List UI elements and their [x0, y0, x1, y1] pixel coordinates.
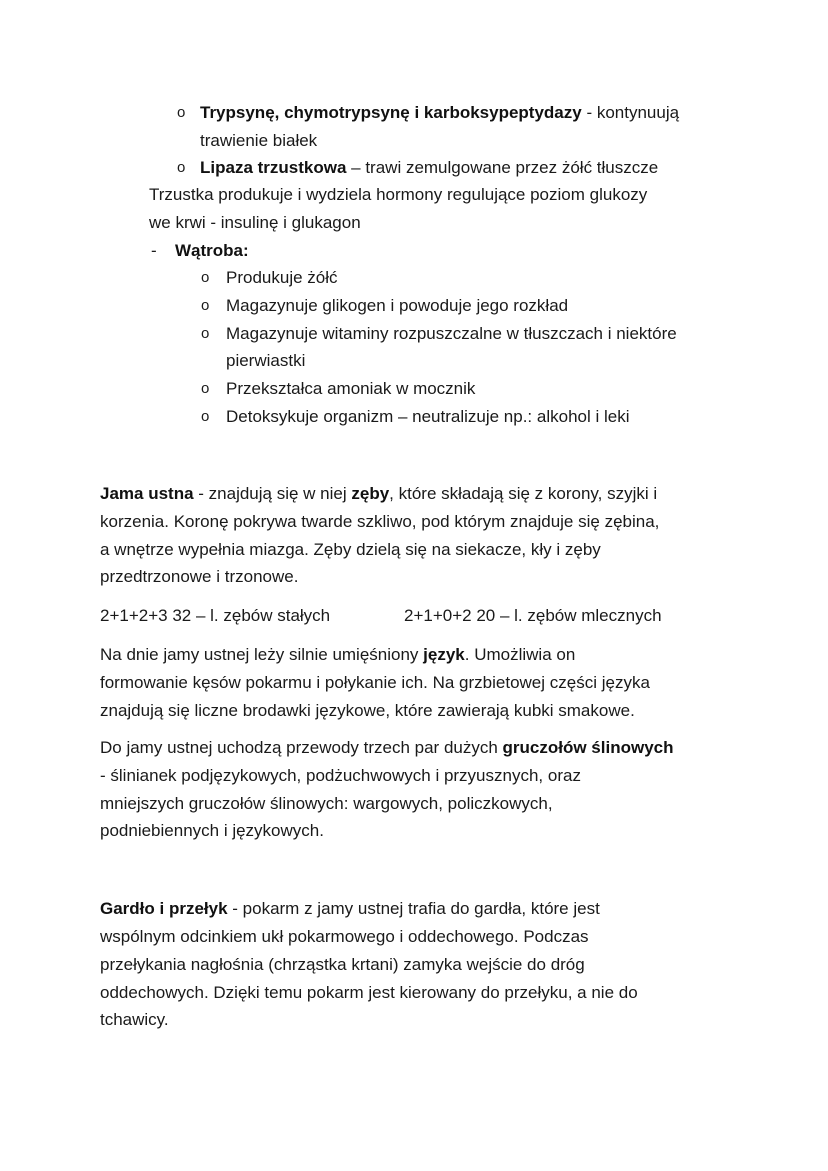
enzyme-desc: – trawi zemulgowane przez żółć tłuszcze: [346, 158, 659, 177]
mouth-line: korzenia. Koronę pokrywa twarde szkliwo, pod którym znajduje się zębina,: [100, 512, 660, 531]
glands-line: - ślinianek podjęzykowych, podżuchwowych i przyusznych, oraz: [100, 766, 581, 785]
pancreas-hormones: we krwi - insulinę i glukagon: [149, 213, 361, 232]
enzyme-item-cont: trawienie białek: [200, 131, 318, 150]
throat-line: oddechowych. Dzięki temu pokarm jest kierowany do przełyku, a nie do: [100, 983, 638, 1002]
text: - pokarm z jamy ustnej trafia do gardła, które jest: [227, 899, 600, 918]
formula-permanent: 2+1+2+3 32 – l. zębów stałych: [100, 606, 331, 625]
enzyme-name: Trypsynę, chymotrypsynę i karboksypeptydazy: [200, 103, 582, 122]
bullet-icon: o: [201, 297, 210, 314]
throat-line: tchawicy.: [100, 1010, 169, 1029]
text: Na dnie jamy ustnej leży silnie umięśniony: [100, 645, 424, 664]
text: , które składają się z korony, szyjki i: [389, 484, 658, 503]
mouth-line: a wnętrze wypełnia miazga. Zęby dzielą się na siekacze, kły i zęby: [100, 540, 601, 559]
enzyme-name: Lipaza trzustkowa: [200, 158, 347, 177]
throat-paragraph: [100, 895, 600, 923]
liver-item: Detoksykuje organizm – neutralizuje np.: alkohol i leki: [226, 407, 630, 426]
dash-bullet: -: [151, 241, 157, 260]
liver-title: Wątroba:: [175, 241, 249, 260]
text: . Umożliwia on: [464, 645, 576, 664]
throat-title: Gardło i przełyk: [100, 899, 228, 918]
pancreas-hormones: Trzustka produkuje i wydziela hormony regulujące poziom glukozy: [149, 185, 648, 204]
teeth-term: zęby: [351, 484, 390, 503]
throat-line: przełykania nagłośnia (chrząstka krtani) zamyka wejście do dróg: [100, 955, 585, 974]
enzyme-desc: - kontynuują: [581, 103, 680, 122]
bullet-icon: o: [177, 104, 186, 121]
tongue-line: znajdują się liczne brodawki językowe, które zawierają kubki smakowe.: [100, 701, 635, 720]
mouth-title: Jama ustna: [100, 484, 194, 503]
bullet-icon: o: [177, 159, 186, 176]
bullet-icon: o: [201, 408, 210, 425]
liver-item: Magazynuje glikogen i powoduje jego rozkład: [226, 296, 569, 315]
liver-item-cont: pierwiastki: [226, 351, 306, 370]
tongue-term: język: [423, 645, 465, 664]
bullet-icon: o: [201, 380, 210, 397]
mouth-line: przedtrzonowe i trzonowe.: [100, 567, 299, 586]
liver-item: Przekształca amoniak w mocznik: [226, 379, 476, 398]
enzyme-item: [200, 154, 658, 182]
glands-term: gruczołów ślinowych: [502, 738, 674, 757]
enzyme-item: [200, 99, 679, 127]
throat-line: wspólnym odcinkiem ukł pokarmowego i oddechowego. Podczas: [100, 927, 589, 946]
bullet-icon: o: [201, 325, 210, 342]
text: - znajdują się w niej: [193, 484, 352, 503]
mouth-paragraph: [100, 480, 657, 508]
liver-heading: [175, 237, 249, 265]
text: Do jamy ustnej uchodzą przewody trzech par dużych: [100, 738, 503, 757]
glands-line: podniebiennych i językowych.: [100, 821, 324, 840]
liver-item: Produkuje żółć: [226, 268, 338, 287]
glands-line: mniejszych gruczołów ślinowych: wargowych, policzkowych,: [100, 794, 553, 813]
tongue-paragraph: [100, 641, 575, 669]
glands-paragraph: [100, 734, 674, 762]
bullet-icon: o: [201, 269, 210, 286]
liver-item: Magazynuje witaminy rozpuszczalne w tłuszczach i niektóre: [226, 324, 677, 343]
formula-milk: 2+1+0+2 20 – l. zębów mlecznych: [404, 606, 662, 625]
tongue-line: formowanie kęsów pokarmu i połykanie ich. Na grzbietowej części języka: [100, 673, 650, 692]
